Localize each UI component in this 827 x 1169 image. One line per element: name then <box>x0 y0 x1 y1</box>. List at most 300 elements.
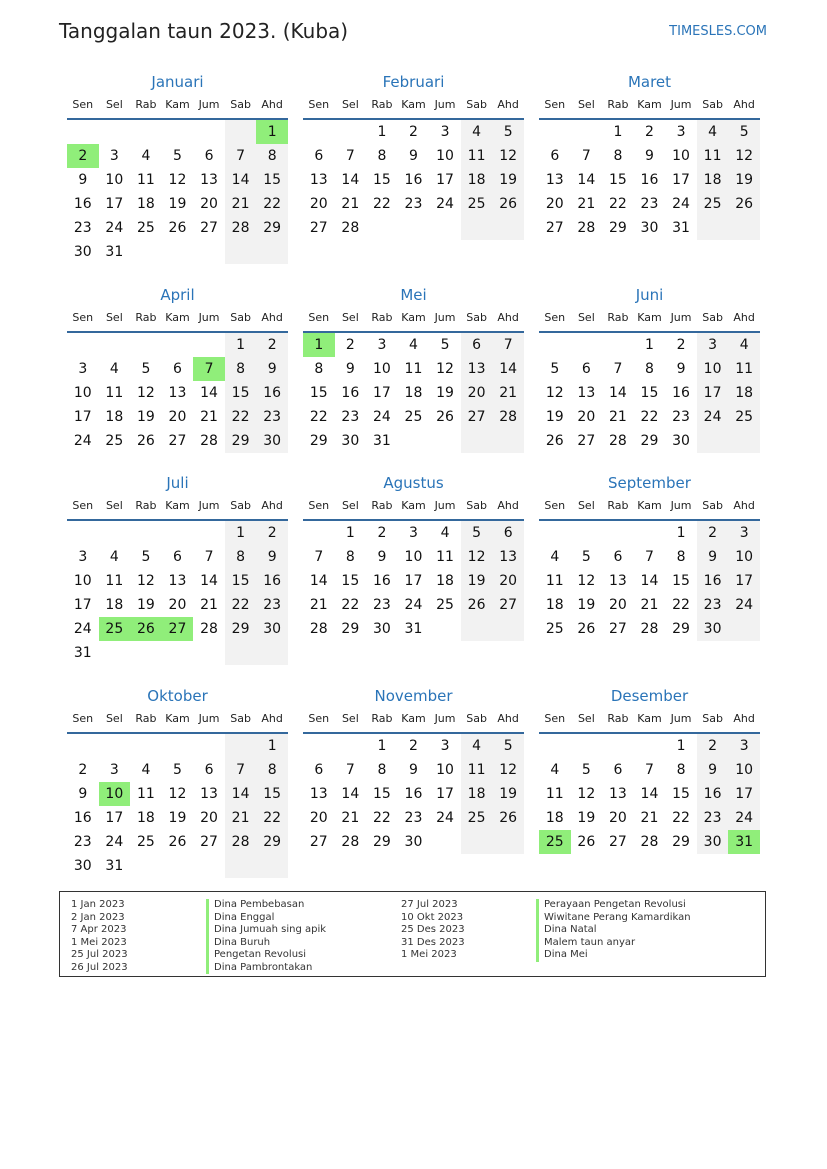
day-cell: 31 <box>105 858 124 874</box>
day-cell: 6 <box>314 762 324 778</box>
day-cell: 22 <box>225 593 257 617</box>
weekday-header <box>539 708 760 734</box>
day-cell: 16 <box>341 385 360 401</box>
weekday-label: Jum <box>670 499 692 512</box>
day-cell: 28 <box>341 834 360 850</box>
empty-cell <box>335 734 367 758</box>
day-cell: 14 <box>225 168 257 192</box>
holiday-day-cell: 25 <box>539 830 571 854</box>
day-cell: 23 <box>256 405 288 429</box>
day-cell: 29 <box>672 621 690 637</box>
empty-cell <box>429 216 461 240</box>
day-cell: 12 <box>436 361 454 377</box>
day-cell: 19 <box>577 810 596 826</box>
day-cell: 13 <box>200 172 218 188</box>
empty-cell <box>99 120 131 144</box>
day-cell: 10 <box>436 762 454 778</box>
day-cell: 16 <box>256 381 288 405</box>
day-cell: 18 <box>545 597 564 613</box>
empty-cell <box>130 854 162 878</box>
day-cell: 4 <box>550 549 560 565</box>
day-cell: 11 <box>461 144 493 168</box>
day-cell: 4 <box>697 120 729 144</box>
day-cell: 14 <box>200 573 218 589</box>
day-cell: 7 <box>645 549 654 565</box>
weekday-label: Sel <box>105 311 123 324</box>
day-cell: 5 <box>492 120 524 144</box>
weekday-label: Ahd <box>733 98 755 111</box>
month-name: Desember <box>610 687 689 705</box>
day-cell: 10 <box>697 357 729 381</box>
day-cell: 6 <box>204 762 214 778</box>
day-cell: 21 <box>341 810 360 826</box>
day-cell: 20 <box>200 196 218 212</box>
day-cell: 7 <box>314 549 324 565</box>
empty-cell <box>130 641 162 665</box>
day-grid <box>67 120 288 264</box>
day-cell: 23 <box>256 593 288 617</box>
day-cell: 12 <box>136 385 155 401</box>
day-grid <box>539 734 760 854</box>
day-cell: 7 <box>345 148 355 164</box>
empty-cell <box>303 120 335 144</box>
empty-cell <box>539 521 571 545</box>
day-cell: 5 <box>173 762 182 778</box>
weekday-label: Ahd <box>733 712 755 725</box>
day-cell: 12 <box>577 786 596 802</box>
day-cell: 10 <box>73 385 92 401</box>
day-cell: 14 <box>200 385 218 401</box>
day-cell: 18 <box>136 810 155 826</box>
day-cell: 17 <box>105 810 124 826</box>
day-cell: 8 <box>377 148 387 164</box>
day-cell: 13 <box>200 786 218 802</box>
month-name: Juni <box>635 286 664 304</box>
day-cell: 15 <box>640 385 659 401</box>
day-cell: 21 <box>309 597 328 613</box>
weekday-label: Sen <box>72 499 94 512</box>
day-cell: 22 <box>341 597 360 613</box>
day-cell: 15 <box>309 385 328 401</box>
day-cell: 7 <box>492 333 524 357</box>
day-cell: 13 <box>577 385 596 401</box>
day-cell: 25 <box>404 409 423 425</box>
day-cell: 19 <box>545 409 564 425</box>
weekday-label: Rab <box>607 98 629 111</box>
day-cell: 16 <box>640 172 659 188</box>
legend-holiday-name: Dina Jumuah sing apik <box>206 924 326 937</box>
day-cell: 12 <box>545 385 564 401</box>
day-cell: 20 <box>168 409 187 425</box>
day-cell: 27 <box>608 621 627 637</box>
month-juli <box>67 471 288 665</box>
empty-cell <box>162 734 194 758</box>
weekday-header <box>539 495 760 521</box>
day-cell: 2 <box>645 124 654 140</box>
day-cell: 25 <box>697 192 729 216</box>
day-cell: 3 <box>728 521 760 545</box>
empty-cell <box>429 429 461 453</box>
day-cell: 17 <box>672 172 690 188</box>
day-cell: 1 <box>345 525 355 541</box>
day-cell: 16 <box>404 786 423 802</box>
empty-cell <box>539 734 571 758</box>
weekday-label: Kam <box>401 98 426 111</box>
day-cell: 19 <box>436 385 454 401</box>
day-grid <box>303 734 524 854</box>
day-cell: 24 <box>436 196 454 212</box>
day-cell: 18 <box>461 782 493 806</box>
day-cell: 13 <box>309 172 328 188</box>
weekday-label: Sen <box>308 712 330 725</box>
month-name: November <box>374 687 453 705</box>
month-name: Februari <box>382 73 445 91</box>
day-cell: 15 <box>341 573 360 589</box>
day-cell: 27 <box>168 433 187 449</box>
legend-holiday-name: Dina Pembebasan <box>206 899 304 912</box>
day-cell: 15 <box>372 172 391 188</box>
empty-cell <box>398 429 430 453</box>
weekday-label: Ahd <box>261 712 283 725</box>
day-cell: 21 <box>225 192 257 216</box>
day-cell: 23 <box>372 597 391 613</box>
day-cell: 17 <box>728 782 760 806</box>
day-cell: 12 <box>136 573 155 589</box>
day-cell: 20 <box>577 409 596 425</box>
day-cell: 9 <box>676 361 686 377</box>
empty-cell <box>130 240 162 264</box>
day-cell: 29 <box>672 834 690 850</box>
day-cell: 14 <box>341 786 360 802</box>
weekday-label: Kam <box>637 311 662 324</box>
weekday-header <box>303 495 524 521</box>
day-cell: 23 <box>672 409 690 425</box>
day-grid <box>539 521 760 641</box>
day-cell: 12 <box>492 758 524 782</box>
day-cell: 24 <box>372 409 391 425</box>
day-cell: 13 <box>168 385 187 401</box>
day-cell: 4 <box>109 361 119 377</box>
day-cell: 21 <box>608 409 627 425</box>
day-cell: 25 <box>436 597 454 613</box>
empty-cell <box>67 521 99 545</box>
empty-cell <box>225 240 257 264</box>
empty-cell <box>193 120 225 144</box>
day-cell: 3 <box>697 333 729 357</box>
day-cell: 19 <box>492 168 524 192</box>
weekday-label: Sel <box>341 712 359 725</box>
day-cell: 17 <box>404 573 423 589</box>
day-cell: 31 <box>73 645 92 661</box>
day-cell: 1 <box>676 738 686 754</box>
day-cell: 24 <box>672 196 690 212</box>
day-cell: 13 <box>168 573 187 589</box>
empty-cell <box>225 734 257 758</box>
empty-cell <box>130 734 162 758</box>
day-cell: 26 <box>168 834 187 850</box>
day-cell: 14 <box>640 786 659 802</box>
day-cell: 4 <box>461 120 493 144</box>
day-cell: 11 <box>105 573 124 589</box>
empty-cell <box>366 216 398 240</box>
day-cell: 23 <box>73 220 92 236</box>
weekday-label: Ahd <box>261 499 283 512</box>
weekday-header <box>539 94 760 120</box>
empty-cell <box>602 734 634 758</box>
day-cell: 18 <box>105 597 124 613</box>
empty-cell <box>398 216 430 240</box>
month-april <box>67 283 288 453</box>
day-cell: 21 <box>200 597 218 613</box>
month-september <box>539 471 760 641</box>
empty-cell <box>99 333 131 357</box>
empty-cell <box>162 240 194 264</box>
month-name: April <box>160 286 195 304</box>
day-cell: 3 <box>440 124 450 140</box>
month-desember <box>539 684 760 854</box>
empty-cell <box>697 429 729 453</box>
holiday-day-cell: 1 <box>256 120 288 144</box>
weekday-label: Jum <box>670 712 692 725</box>
weekday-label: Kam <box>165 98 190 111</box>
day-cell: 24 <box>697 405 729 429</box>
empty-cell <box>193 854 225 878</box>
holiday-legend <box>59 891 766 977</box>
day-cell: 22 <box>672 810 690 826</box>
day-cell: 26 <box>545 433 564 449</box>
day-grid <box>303 521 524 641</box>
weekday-label: Sel <box>577 311 595 324</box>
legend-date: 31 Des 2023 <box>401 936 465 948</box>
empty-cell <box>429 617 461 641</box>
day-cell: 12 <box>577 573 596 589</box>
day-cell: 19 <box>136 409 155 425</box>
weekday-label: Sel <box>105 712 123 725</box>
legend-date: 2 Jan 2023 <box>71 911 125 923</box>
day-cell: 24 <box>436 810 454 826</box>
month-mei <box>303 283 524 453</box>
day-cell: 25 <box>728 405 760 429</box>
weekday-label: Rab <box>607 499 629 512</box>
day-cell: 12 <box>168 172 187 188</box>
day-cell: 12 <box>168 786 187 802</box>
day-cell: 24 <box>105 834 124 850</box>
legend-holiday-name: Perayaan Pengetan Revolusi <box>536 899 686 912</box>
day-cell: 4 <box>409 337 418 353</box>
day-cell: 5 <box>581 762 591 778</box>
day-cell: 6 <box>613 549 623 565</box>
day-cell: 27 <box>461 405 493 429</box>
weekday-label: Jum <box>434 499 456 512</box>
day-cell: 30 <box>73 244 92 260</box>
legend-date: 25 Jul 2023 <box>71 949 128 960</box>
day-cell: 22 <box>372 196 391 212</box>
weekday-label: Sen <box>72 311 94 324</box>
day-cell: 20 <box>608 810 627 826</box>
day-cell: 20 <box>168 597 187 613</box>
day-cell: 15 <box>672 786 690 802</box>
day-cell: 28 <box>640 621 659 637</box>
day-cell: 22 <box>256 192 288 216</box>
weekday-label: Ahd <box>261 311 283 324</box>
empty-cell <box>162 333 194 357</box>
legend-holiday-name: Dina Natal <box>536 924 597 937</box>
day-cell: 13 <box>608 573 627 589</box>
legend-date: 25 Des 2023 <box>401 924 465 935</box>
empty-cell <box>256 240 288 264</box>
day-cell: 26 <box>728 192 760 216</box>
day-cell: 14 <box>341 172 360 188</box>
day-cell: 28 <box>640 834 659 850</box>
day-cell: 8 <box>645 361 654 377</box>
day-cell: 12 <box>492 144 524 168</box>
month-name: September <box>608 474 691 492</box>
weekday-label: Sel <box>341 311 359 324</box>
empty-cell <box>461 830 493 854</box>
weekday-label: Sel <box>577 98 595 111</box>
month-maret <box>539 70 760 240</box>
day-cell: 5 <box>550 361 560 377</box>
day-cell: 25 <box>136 220 155 236</box>
holiday-day-cell: 1 <box>303 333 335 357</box>
empty-cell <box>492 830 524 854</box>
weekday-header <box>539 307 760 333</box>
empty-cell <box>130 333 162 357</box>
empty-cell <box>634 734 666 758</box>
empty-cell <box>193 333 225 357</box>
day-cell: 11 <box>136 172 155 188</box>
day-cell: 11 <box>728 357 760 381</box>
day-cell: 5 <box>440 337 450 353</box>
empty-cell <box>303 734 335 758</box>
day-cell: 7 <box>645 762 654 778</box>
empty-cell <box>461 617 493 641</box>
day-cell: 21 <box>640 597 659 613</box>
weekday-label: Jum <box>434 311 456 324</box>
day-cell: 27 <box>492 593 524 617</box>
day-cell: 17 <box>436 786 454 802</box>
day-cell: 29 <box>309 433 328 449</box>
day-cell: 12 <box>461 545 493 569</box>
weekday-label: Sab <box>230 311 251 324</box>
empty-cell <box>162 854 194 878</box>
empty-cell <box>539 333 571 357</box>
day-cell: 28 <box>225 830 257 854</box>
month-name: Januari <box>151 73 204 91</box>
day-cell: 1 <box>377 738 387 754</box>
day-cell: 29 <box>256 216 288 240</box>
day-cell: 13 <box>608 786 627 802</box>
weekday-label: Kam <box>637 98 662 111</box>
weekday-label: Ahd <box>497 499 519 512</box>
day-cell: 25 <box>105 433 124 449</box>
weekday-label: Sen <box>544 712 566 725</box>
day-cell: 5 <box>492 734 524 758</box>
weekday-label: Sen <box>544 499 566 512</box>
day-cell: 5 <box>461 521 493 545</box>
day-cell: 2 <box>78 762 88 778</box>
legend-holiday-name: Dina Enggal <box>206 912 274 925</box>
weekday-label: Ahd <box>733 499 755 512</box>
day-cell: 24 <box>728 806 760 830</box>
holiday-day-cell: 2 <box>67 144 99 168</box>
day-cell: 28 <box>225 216 257 240</box>
day-grid <box>67 734 288 878</box>
day-cell: 13 <box>492 545 524 569</box>
month-agustus <box>303 471 524 641</box>
month-name: Agustus <box>383 474 444 492</box>
site-link[interactable]: TIMESLES.COM <box>669 24 767 39</box>
day-cell: 11 <box>545 786 564 802</box>
day-cell: 18 <box>105 409 124 425</box>
day-cell: 31 <box>672 220 690 236</box>
day-cell: 24 <box>105 220 124 236</box>
day-cell: 22 <box>309 409 328 425</box>
day-cell: 15 <box>225 381 257 405</box>
day-cell: 4 <box>141 762 151 778</box>
day-cell: 16 <box>404 172 423 188</box>
empty-cell <box>225 641 257 665</box>
empty-cell <box>256 641 288 665</box>
empty-cell <box>571 734 603 758</box>
day-cell: 6 <box>492 521 524 545</box>
day-cell: 8 <box>256 144 288 168</box>
month-name: Maret <box>627 73 672 91</box>
month-name: Juli <box>166 474 189 492</box>
day-cell: 23 <box>404 196 423 212</box>
weekday-label: Rab <box>371 712 393 725</box>
empty-cell <box>602 333 634 357</box>
weekday-label: Ahd <box>497 98 519 111</box>
day-cell: 30 <box>73 858 92 874</box>
day-cell: 28 <box>492 405 524 429</box>
day-cell: 3 <box>78 549 88 565</box>
day-cell: 20 <box>545 196 564 212</box>
day-cell: 19 <box>461 569 493 593</box>
weekday-header <box>67 307 288 333</box>
weekday-label: Jum <box>670 311 692 324</box>
weekday-label: Rab <box>135 98 157 111</box>
empty-cell <box>461 429 493 453</box>
empty-cell <box>429 830 461 854</box>
empty-cell <box>571 333 603 357</box>
legend-holiday-name: Wiwitane Perang Kamardikan <box>536 912 691 925</box>
day-cell: 16 <box>697 569 729 593</box>
weekday-label: Kam <box>165 311 190 324</box>
day-cell: 14 <box>640 573 659 589</box>
holiday-day-cell: 7 <box>193 357 225 381</box>
day-cell: 18 <box>436 573 454 589</box>
day-cell: 18 <box>404 385 423 401</box>
empty-cell <box>492 617 524 641</box>
empty-cell <box>99 521 131 545</box>
day-cell: 21 <box>341 196 360 212</box>
legend-holiday-name: Malem taun anyar <box>536 937 635 950</box>
empty-cell <box>162 521 194 545</box>
day-cell: 4 <box>141 148 151 164</box>
weekday-label: Kam <box>637 712 662 725</box>
weekday-label: Jum <box>198 311 220 324</box>
day-cell: 14 <box>492 357 524 381</box>
weekday-header <box>67 708 288 734</box>
day-cell: 16 <box>256 569 288 593</box>
day-cell: 9 <box>645 148 654 164</box>
day-cell: 17 <box>728 569 760 593</box>
empty-cell <box>461 216 493 240</box>
day-grid <box>539 120 760 240</box>
day-cell: 6 <box>173 549 182 565</box>
day-cell: 6 <box>613 762 623 778</box>
